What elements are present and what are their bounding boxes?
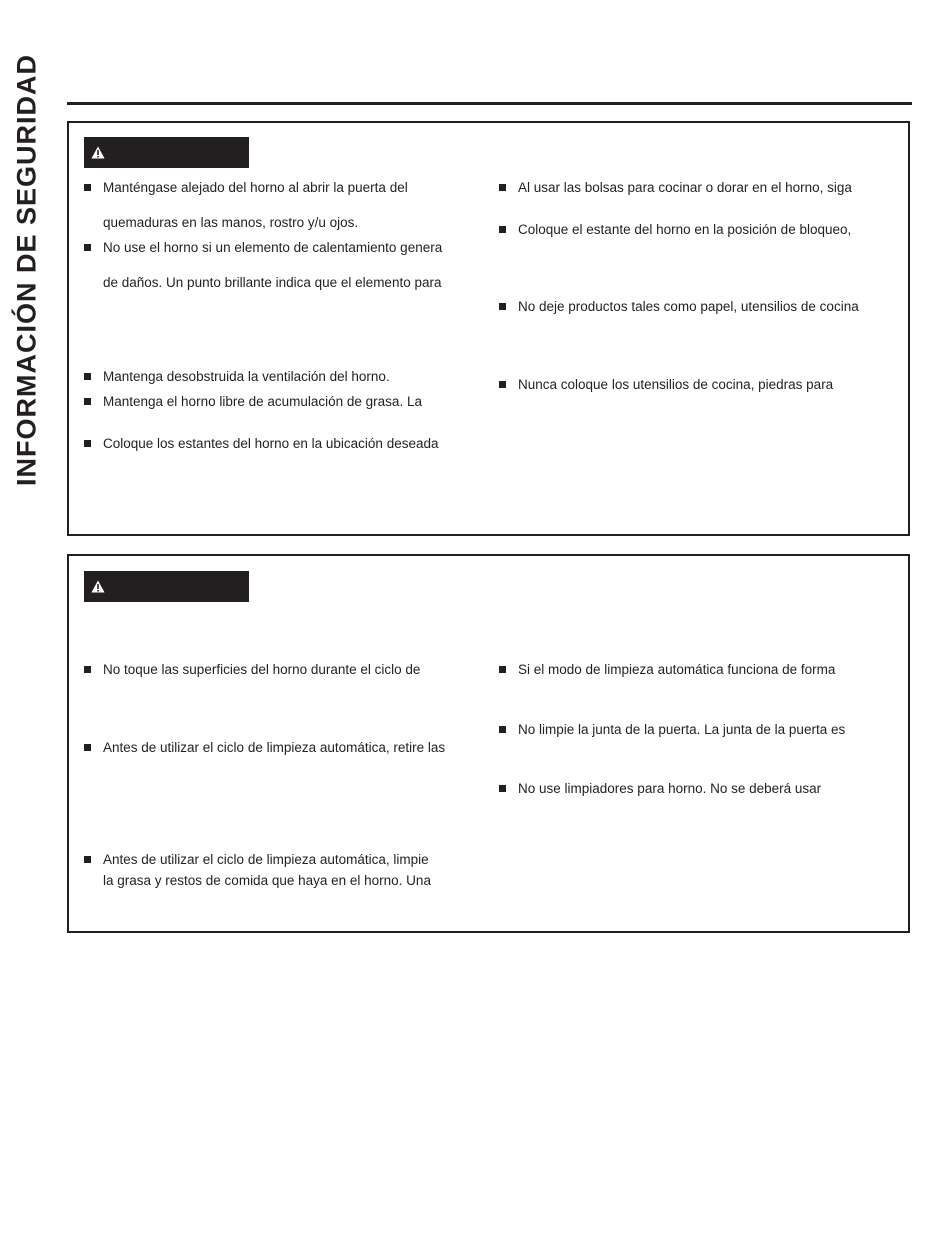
side-section-title <box>3 38 51 503</box>
list-item: Al usar las bolsas para cocinar o dorar en el horno, siga <box>518 177 852 198</box>
square-bullet-icon <box>499 726 506 733</box>
list-item: Nunca coloque los utensilios de cocina, piedras para <box>518 374 833 395</box>
square-bullet-icon <box>499 226 506 233</box>
list-item: No toque las superficies del horno durante el ciclo de <box>103 659 420 680</box>
list-item: Antes de utilizar el ciclo de limpieza automática, limpie la grasa y restos de comida que haya en el horno. Una <box>103 849 431 891</box>
list-item: Manténgase alejado del horno al abrir la puerta del <box>103 177 408 198</box>
square-bullet-icon <box>84 398 91 405</box>
warning-panel-self-clean <box>67 554 910 933</box>
warning-header-bar <box>84 137 249 168</box>
square-bullet-icon <box>499 184 506 191</box>
side-section-title-text: INFORMACIÓN DE SEGURIDAD <box>11 53 42 487</box>
warning-triangle-icon <box>91 580 105 593</box>
list-item: Coloque el estante del horno en la posición de bloqueo, <box>518 219 851 240</box>
square-bullet-icon <box>84 666 91 673</box>
list-item: No deje productos tales como papel, utensilios de cocina <box>518 296 859 317</box>
square-bullet-icon <box>499 666 506 673</box>
square-bullet-icon <box>84 744 91 751</box>
warning-header-bar <box>84 571 249 602</box>
list-item-continuation: de daños. Un punto brillante indica que el elemento para <box>103 275 442 290</box>
square-bullet-icon <box>84 373 91 380</box>
warning-panel-oven <box>67 121 910 536</box>
list-item: Mantenga el horno libre de acumulación de grasa. La <box>103 391 422 412</box>
square-bullet-icon <box>499 303 506 310</box>
square-bullet-icon <box>84 440 91 447</box>
list-item: No use limpiadores para horno. No se deberá usar <box>518 778 821 799</box>
warning-triangle-icon <box>91 146 105 159</box>
list-item: Antes de utilizar el ciclo de limpieza automática, retire las <box>103 737 445 758</box>
square-bullet-icon <box>499 785 506 792</box>
square-bullet-icon <box>499 381 506 388</box>
list-item-continuation: quemaduras en las manos, rostro y/u ojos. <box>103 215 359 230</box>
list-item: Si el modo de limpieza automática funciona de forma <box>518 659 835 680</box>
list-item: Mantenga desobstruida la ventilación del horno. <box>103 366 390 387</box>
square-bullet-icon <box>84 244 91 251</box>
list-item: Coloque los estantes del horno en la ubicación deseada <box>103 433 439 454</box>
list-item: No use el horno si un elemento de calentamiento genera <box>103 237 442 258</box>
header-rule <box>67 102 912 105</box>
square-bullet-icon <box>84 856 91 863</box>
list-item: No limpie la junta de la puerta. La junta de la puerta es <box>518 719 845 740</box>
square-bullet-icon <box>84 184 91 191</box>
